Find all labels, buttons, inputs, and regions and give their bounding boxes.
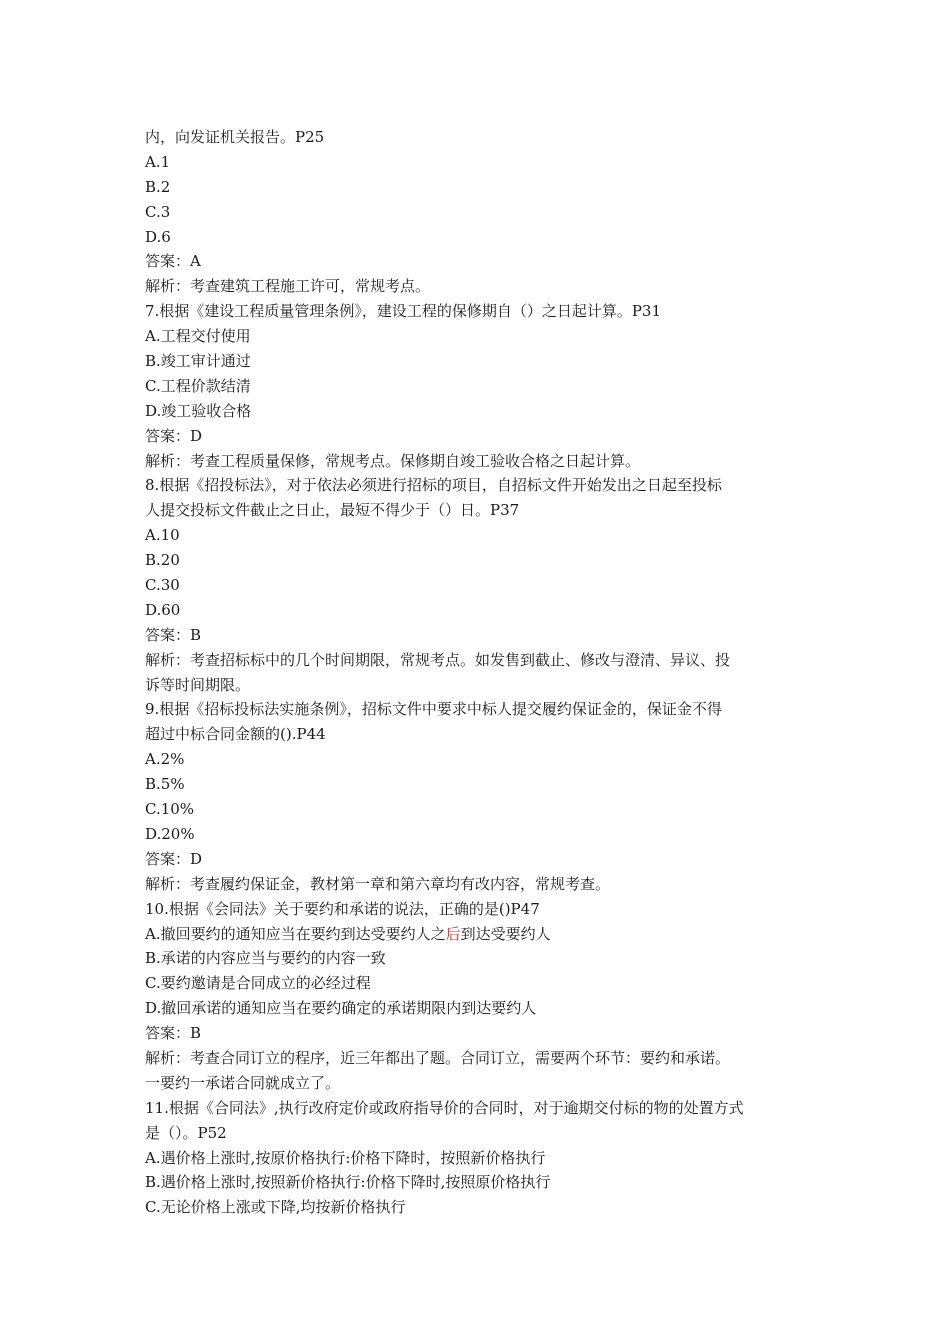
- option-text: A.撤回要约的通知应当在要约到达受要约人之: [145, 924, 446, 943]
- option-line: C.要约邀请是合同成立的必经过程: [145, 974, 371, 993]
- answer-line: 答案：B: [145, 1024, 202, 1043]
- option-line: D.撤回承诺的通知应当在要约确定的承诺期限内到达要约人: [145, 999, 537, 1018]
- analysis-line: 解析：考查建筑工程施工许可，常规考点。: [145, 277, 431, 296]
- option-line: C.30: [145, 576, 180, 595]
- question-line: 人提交投标文件截止之日止，最短不得少于（）日。P37: [145, 501, 520, 520]
- option-line: D.60: [145, 600, 181, 619]
- option-line: D.20%: [145, 824, 195, 843]
- text-line: 内，向发证机关报告。P25: [145, 128, 325, 146]
- option-line: B.2: [145, 177, 171, 196]
- option-line: A.遇价格上涨时,按原价格执行:价格下降时，按照新价格执行: [145, 1148, 546, 1167]
- analysis-line: 解析：考查招标标中的几个时间期限，常规考点。如发售到截止、修改与澄清、异议、投: [145, 650, 731, 669]
- option-line: A.1: [145, 152, 171, 171]
- option-line: A.2%: [145, 750, 185, 769]
- document-body: [145, 125, 810, 1220]
- option-line: C.工程价款结清: [145, 376, 251, 395]
- answer-line: 答案：B: [145, 625, 202, 644]
- option-line: [145, 922, 810, 947]
- option-line: C.无论价格上涨或下降,均按新价格执行: [145, 1198, 406, 1217]
- question-line: 10.根据《会同法》关于要约和承诺的说法，正确的是()P47: [145, 899, 540, 918]
- question-line: 是（）。P52: [145, 1123, 227, 1142]
- option-line: B.竣工审计通过: [145, 352, 251, 371]
- option-line: D.竣工验收合格: [145, 401, 252, 420]
- analysis-line: 诉等时间期限。: [145, 675, 251, 694]
- answer-line: 答案：A: [145, 252, 201, 271]
- option-line: D.6: [145, 227, 171, 246]
- question-line: 超过中标合同金额的().P44: [145, 725, 326, 744]
- answer-line: 答案：D: [145, 426, 203, 445]
- option-line: B.5%: [145, 775, 185, 794]
- option-line: B.遇价格上涨时,按照新价格执行:价格下降时,按照原价格执行: [145, 1173, 551, 1192]
- option-line: C.3: [145, 202, 171, 221]
- option-line: B.承诺的内容应当与要约的内容一致: [145, 949, 386, 968]
- analysis-line: 解析：考查合同订立的程序，近三年都出了题。合同订立，需要两个环节：要约和承诺。: [145, 1048, 731, 1067]
- question-line: 7.根据《建设工程质量管理条例》，建设工程的保修期自（）之日起计算。P31: [145, 302, 661, 321]
- option-line: A.10: [145, 526, 180, 545]
- option-text: 到达受要约人: [460, 924, 551, 943]
- analysis-line: 解析：考查工程质量保修，常规考点。保修期自竣工验收合格之日起计算。: [145, 451, 641, 470]
- analysis-line: 解析：考查履约保证金，教材第一章和第六章均有改内容，常规考查。: [145, 874, 611, 893]
- question-line: 9.根据《招标投标法实施条例》，招标文件中要求中标人提交履约保证金的，保证金不得: [145, 700, 722, 719]
- question-line: 11.根据《合同法》,执行改府定价或政府指导价的合同时，对于逾期交付标的物的处置方式: [145, 1098, 744, 1117]
- option-line: A.工程交付使用: [145, 327, 251, 346]
- analysis-line: 一要约一承诺合同就成立了。: [145, 1073, 341, 1092]
- option-line: B.20: [145, 551, 180, 570]
- answer-line: 答案：D: [145, 849, 203, 868]
- question-line: 8.根据《招投标法》，对于依法必须进行招标的项目，自招标文件开始发出之日起至投标: [145, 476, 722, 495]
- highlighted-text: 后: [445, 924, 461, 943]
- option-line: C.10%: [145, 800, 195, 819]
